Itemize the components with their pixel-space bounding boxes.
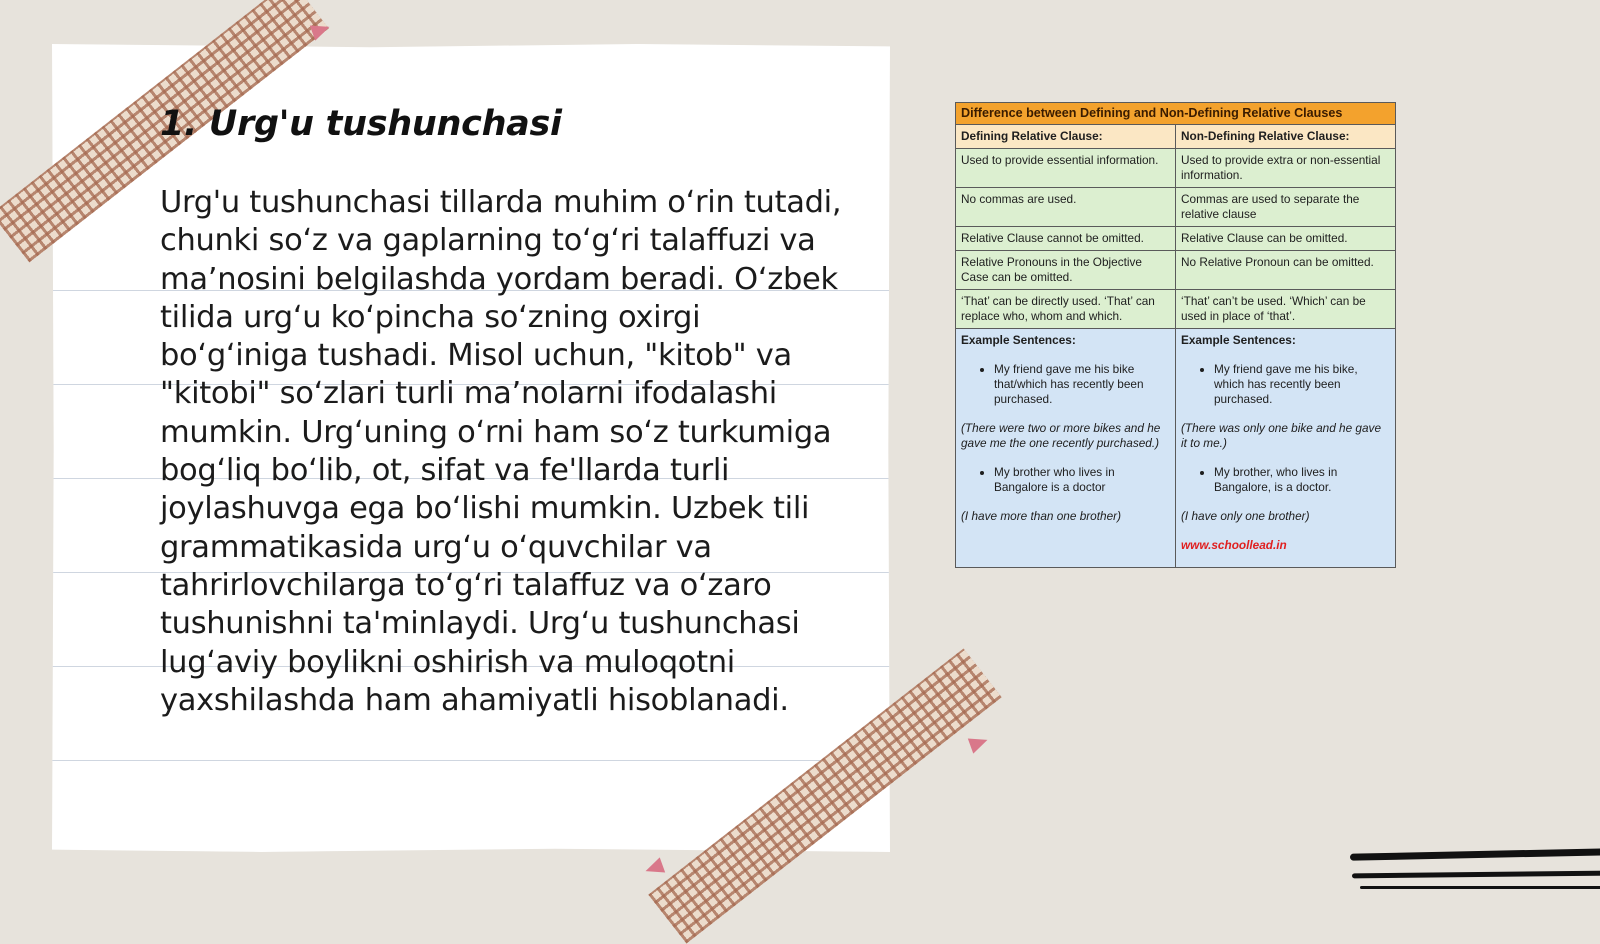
table-row bbox=[956, 251, 1396, 290]
slide-title: 1. Urg'u tushunchasi bbox=[160, 104, 562, 144]
pin-icon bbox=[968, 732, 990, 753]
table-title: Difference between Defining and Non-Defining Relative Clauses bbox=[956, 103, 1396, 125]
example-sentence: • My friend gave me his bike, which has recently been purchased. bbox=[1214, 362, 1390, 407]
brush-stroke bbox=[1360, 886, 1600, 889]
brush-stroke bbox=[1352, 871, 1600, 879]
brush-stroke bbox=[1350, 848, 1600, 860]
examples-label: Example Sentences: bbox=[1181, 333, 1296, 347]
table-row bbox=[956, 188, 1396, 227]
paper-rule-line bbox=[52, 760, 890, 761]
table-cell-defining: No commas are used. bbox=[956, 188, 1176, 227]
website-link[interactable]: www.schoollead.in bbox=[1181, 538, 1287, 552]
table-cell-non-defining: No Relative Pronoun can be omitted. bbox=[1176, 251, 1396, 290]
example-sentence: • My brother, who lives in Bangalore, is a doctor. bbox=[1214, 465, 1390, 495]
example-note: (There was only one bike and he gave it to me.) bbox=[1181, 421, 1382, 450]
table-cell-non-defining: Relative Clause can be omitted. bbox=[1176, 227, 1396, 251]
relative-clauses-table bbox=[955, 102, 1396, 568]
example-sentence: • My brother who lives in Bangalore is a doctor bbox=[994, 465, 1170, 495]
example-note: (I have only one brother) bbox=[1181, 509, 1310, 523]
column-header-defining: Defining Relative Clause: bbox=[956, 125, 1176, 149]
table-cell-non-defining: Commas are used to separate the relative clause bbox=[1176, 188, 1396, 227]
examples-label: Example Sentences: bbox=[961, 333, 1076, 347]
examples-cell-non-defining bbox=[1176, 329, 1396, 568]
example-note: (I have more than one brother) bbox=[961, 509, 1122, 523]
example-list bbox=[1181, 362, 1390, 407]
table-cell-non-defining: ‘That’ can’t be used. ‘Which’ can be used in place of ‘that’. bbox=[1176, 290, 1396, 329]
example-list bbox=[961, 465, 1170, 495]
example-note: (There were two or more bikes and he gave me the one recently purchased.) bbox=[961, 421, 1161, 450]
table-cell-defining: Used to provide essential information. bbox=[956, 149, 1176, 188]
column-header-non-defining: Non-Defining Relative Clause: bbox=[1176, 125, 1396, 149]
slide-body-text: Urg'u tushunchasi tillarda muhim o‘rin tutadi, chunki so‘z va gaplarning to‘g‘ri talaffuzi va ma’nosini belgilashda yordam beradi. O‘zbek tilida urg‘u ko‘pincha so‘zning oxirgi bo‘g‘iniga tushadi. Misol uchun, "kitob" va "kitobi" so‘zlari turli ma’nolarni ifodalashi mumkin. Urg‘uning o‘rni ham so‘z turkumiga bog‘liq bo‘lib, ot, sifat va fe'llarda turli joylashuvga ega bo‘lishi mumkin. Uzbek tili grammatikasida urg‘u o‘quvchilar va tahrirlovchilarga to‘g‘ri talaffuz va o‘zaro tushunishni ta'minlaydi. Urg‘u tushunchasi lug‘aviy boylikni oshirish va muloqotni yaxshilashda ham ahamiyatli hisoblanadi. bbox=[160, 185, 842, 718]
table-row bbox=[956, 149, 1396, 188]
examples-cell-defining bbox=[956, 329, 1176, 568]
table-cell-defining: ‘That’ can be directly used. ‘That’ can replace who, whom and which. bbox=[956, 290, 1176, 329]
table-row bbox=[956, 227, 1396, 251]
table-cell-defining: Relative Clause cannot be omitted. bbox=[956, 227, 1176, 251]
table-row bbox=[956, 290, 1396, 329]
examples-row bbox=[956, 329, 1396, 568]
example-sentence: • My friend gave me his bike that/which has recently been purchased. bbox=[994, 362, 1170, 407]
table-cell-non-defining: Used to provide extra or non-essential information. bbox=[1176, 149, 1396, 188]
example-list bbox=[1181, 465, 1390, 495]
example-list bbox=[961, 362, 1170, 407]
pin-icon bbox=[643, 857, 665, 878]
table-cell-defining: Relative Pronouns in the Objective Case can be omitted. bbox=[956, 251, 1176, 290]
